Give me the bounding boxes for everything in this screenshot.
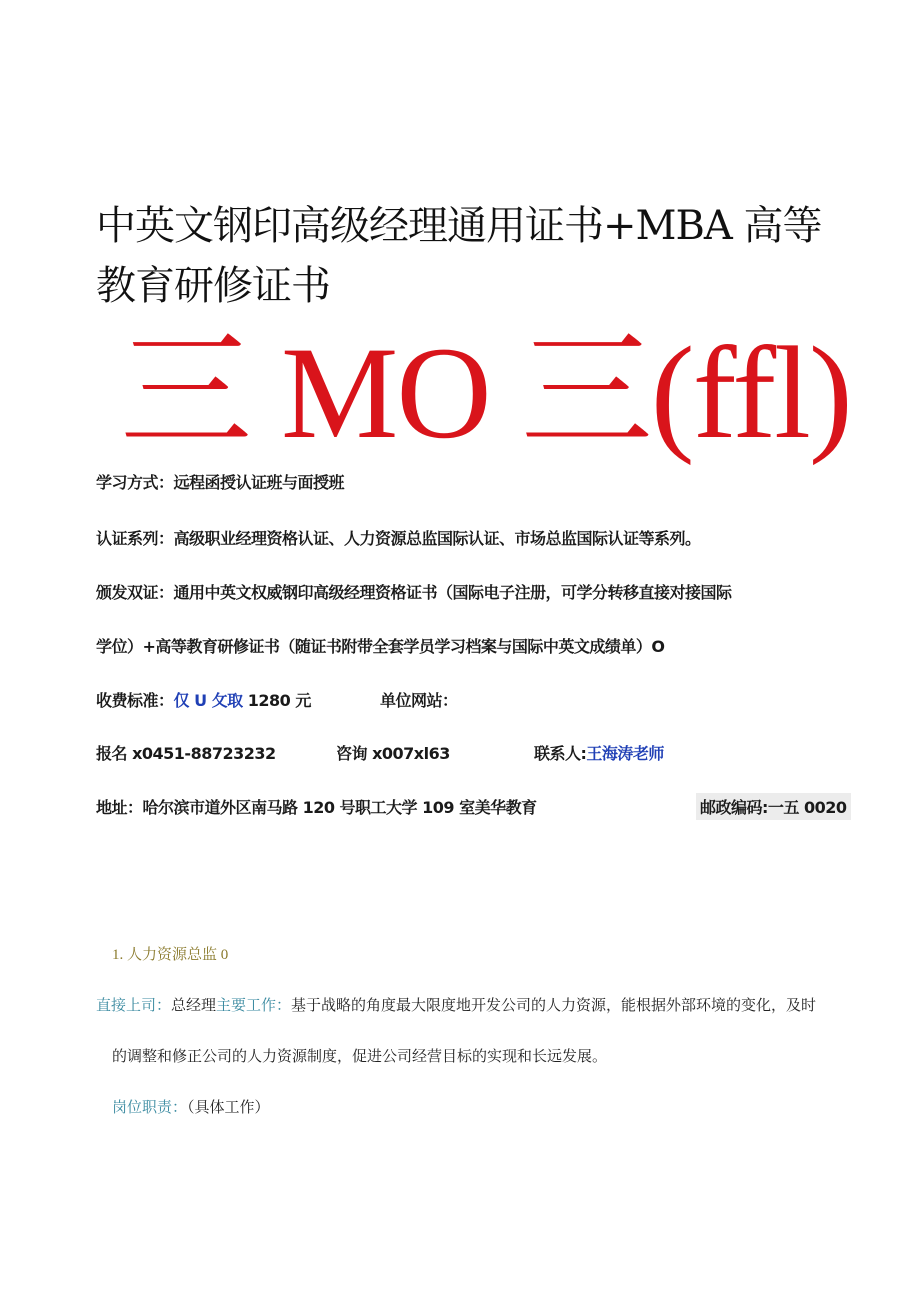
post-label: 岗位职责： [112,1100,188,1116]
duty-line-1 [96,994,816,1015]
superior-label: 直接上司： [96,998,172,1014]
website-label: 单位网站： [380,691,458,710]
study-mode: 学习方式：远程函授认证班与面授班 [96,473,345,492]
page-title: 中英文钢印高级经理通用证书+MBA 高等教育研修证书 [96,203,822,309]
fee-value: 仅 U 攵取 [173,691,243,710]
duty-text-1: 基于战略的角度最大限度地开发公司的人力资源，能根据外部环境的变化，及时 [291,998,817,1014]
contact-label: 联系人: [534,744,587,763]
banner-text: 三 MO 三(ffl) [120,319,851,466]
cert-series: 认证系列：高级职业经理资格认证、人力资源总监国际认证、市场总监国际认证等系列。 [96,529,701,548]
section-heading-text: 1. 人力资源总监 0 [112,947,229,963]
address: 地址：哈尔滨市道外区南马路 120 号职工大学 109 室美华教育 [96,798,537,817]
contact-row [534,741,664,764]
fee-label: 收费标准： [96,691,174,710]
post-duty-row [112,1096,270,1117]
consult-phone: 咨询 x007xl63 [336,744,450,763]
fee-amount: 1280 元 [242,691,311,710]
post-value: （具体工作） [187,1100,270,1116]
signup-phone: 报名 x0451-88723232 [96,744,276,763]
duty-line-2: 的调整和修正公司的人力资源制度，促进公司经营目标的实现和长远发展。 [112,1049,608,1065]
duty-label: 主要工作： [216,998,292,1014]
fee-row [96,688,311,711]
dual-cert-line-1: 颁发双证：通用中英文权威钢印高级经理资格证书（国际电子注册，可学分转移直接对接国际 [96,583,732,602]
dual-cert-line-2: 学位）+高等教育研修证书（随证书附带全套学员学习档案与国际中英文成绩单）O [96,637,665,656]
contact-name: 王海涛老师 [586,744,664,763]
postcode: 邮政编码:一五 0020 [696,793,851,820]
section-heading [112,943,228,964]
superior-value: 总经理 [171,998,217,1014]
